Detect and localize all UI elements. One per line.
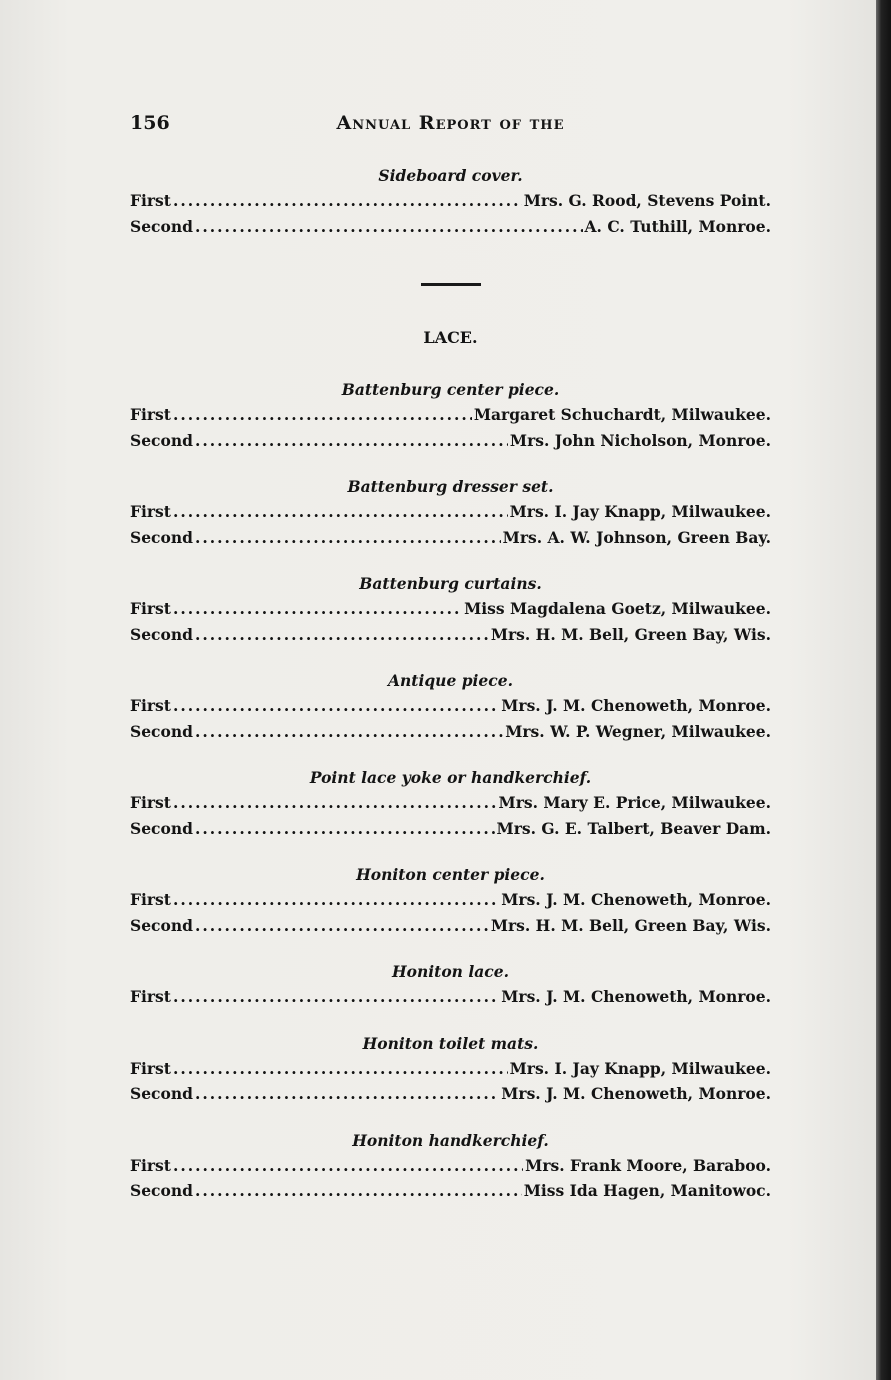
page-number: 156	[130, 112, 170, 134]
award-winner: Mrs. J. M. Chenoweth, Monroe.	[501, 1084, 771, 1103]
award-category	[130, 378, 771, 453]
dot-leader	[195, 1178, 522, 1204]
award-winner: Mrs. G. E. Talbert, Beaver Dam.	[496, 818, 771, 838]
dot-leader	[173, 790, 497, 816]
award-entry	[130, 693, 771, 719]
award-winner: Miss Magdalena Goetz, Milwaukee.	[464, 599, 771, 618]
award-category	[130, 863, 771, 938]
award-category	[130, 475, 771, 550]
award-winner: A. C. Tuthill, Monroe.	[584, 216, 771, 236]
award-place: Second	[130, 430, 193, 450]
category-title: Point lace yoke or handkerchief.	[309, 768, 592, 787]
award-winner: Mrs. I. Jay Knapp, Milwaukee.	[509, 502, 771, 521]
award-winner: Mrs. Mary E. Price, Milwaukee.	[498, 793, 771, 812]
award-winner: Mrs. J. M. Chenoweth, Monroe.	[501, 890, 771, 909]
running-head: Annual Report of the	[336, 112, 565, 134]
award-entry	[130, 499, 771, 525]
award-entry	[130, 1153, 771, 1179]
award-place: First	[130, 1155, 171, 1175]
dot-leader	[173, 402, 472, 428]
award-place: First	[130, 502, 171, 521]
award-place: First	[130, 890, 171, 909]
top-sections	[130, 164, 771, 239]
award-entry	[130, 719, 771, 745]
award-winner: Mrs. W. P. Wegner, Milwaukee.	[505, 721, 771, 741]
award-entry	[130, 188, 771, 214]
award-winner: Mrs. J. M. Chenoweth, Monroe.	[501, 987, 771, 1006]
dot-leader	[173, 1153, 523, 1179]
section-title: LACE.	[423, 328, 478, 347]
award-winner: Mrs. J. M. Chenoweth, Monroe.	[501, 696, 771, 715]
award-place: Second	[130, 1084, 193, 1103]
dot-leader	[173, 499, 508, 525]
award-place: First	[130, 191, 171, 210]
category-title: Honiton handkerchief.	[352, 1130, 549, 1150]
category-title: Honiton center piece.	[356, 865, 545, 884]
page-content	[130, 112, 771, 1204]
award-category	[130, 164, 771, 239]
award-winner: Mrs. Frank Moore, Baraboo.	[525, 1155, 771, 1175]
award-place: Second	[130, 818, 193, 838]
award-winner: Mrs. H. M. Bell, Green Bay, Wis.	[490, 915, 771, 935]
award-entry	[130, 402, 771, 428]
dot-leader	[173, 693, 499, 719]
award-winner: Mrs. H. M. Bell, Green Bay, Wis.	[490, 624, 771, 644]
award-category	[130, 960, 771, 1010]
dot-leader	[195, 913, 489, 939]
dot-leader	[195, 428, 508, 454]
award-winner: Mrs. John Nicholson, Monroe.	[509, 430, 771, 450]
award-entry	[130, 1056, 771, 1082]
category-title: Honiton toilet mats.	[362, 1033, 539, 1053]
award-place: First	[130, 599, 171, 618]
award-entry	[130, 622, 771, 648]
award-place: Second	[130, 915, 193, 935]
award-category	[130, 1129, 771, 1204]
award-entry	[130, 984, 771, 1010]
category-title: Battenburg center piece.	[341, 380, 560, 399]
dot-leader	[173, 1056, 508, 1082]
award-place: First	[130, 696, 171, 715]
award-category	[130, 766, 771, 841]
award-category	[130, 572, 771, 647]
lace-sections	[130, 378, 771, 1204]
dot-leader	[195, 622, 489, 648]
award-winner: Mrs. G. Rood, Stevens Point.	[523, 191, 771, 210]
page-edge-shadow	[876, 0, 891, 1380]
award-place: Second	[130, 721, 193, 741]
dot-leader	[173, 984, 499, 1010]
dot-leader	[195, 1081, 499, 1107]
award-entry	[130, 816, 771, 842]
award-entry	[130, 1081, 771, 1107]
dot-leader	[195, 816, 495, 842]
award-entry	[130, 790, 771, 816]
page-header	[130, 112, 771, 142]
dot-leader	[173, 188, 522, 214]
category-title: Sideboard cover.	[378, 166, 523, 185]
award-entry	[130, 1178, 771, 1204]
award-winner: Miss Ida Hagen, Manitowoc.	[523, 1181, 771, 1200]
award-category	[130, 669, 771, 744]
award-entry	[130, 214, 771, 240]
award-entry	[130, 596, 771, 622]
category-title: Antique piece.	[388, 671, 513, 690]
award-entry	[130, 525, 771, 551]
dot-leader	[195, 719, 503, 745]
category-title: Battenburg curtains.	[359, 574, 542, 593]
award-entry	[130, 428, 771, 454]
section-divider-rule	[421, 283, 481, 286]
category-title: Battenburg dresser set.	[347, 477, 554, 496]
award-place: First	[130, 793, 171, 812]
award-place: Second	[130, 527, 193, 547]
award-place: First	[130, 987, 171, 1006]
dot-leader	[173, 596, 462, 622]
award-place: Second	[130, 1181, 193, 1200]
award-winner: Mrs. A. W. Johnson, Green Bay.	[502, 527, 771, 547]
award-place: Second	[130, 216, 193, 236]
award-place: First	[130, 405, 171, 424]
award-category	[130, 1032, 771, 1107]
dot-leader	[173, 887, 499, 913]
award-entry	[130, 913, 771, 939]
award-entry	[130, 887, 771, 913]
dot-leader	[195, 525, 501, 551]
category-title: Honiton lace.	[392, 962, 509, 981]
award-winner: Margaret Schuchardt, Milwaukee.	[473, 405, 771, 424]
award-winner: Mrs. I. Jay Knapp, Milwaukee.	[509, 1058, 771, 1078]
dot-leader	[195, 214, 583, 240]
award-place: Second	[130, 624, 193, 644]
award-place: First	[130, 1058, 171, 1078]
